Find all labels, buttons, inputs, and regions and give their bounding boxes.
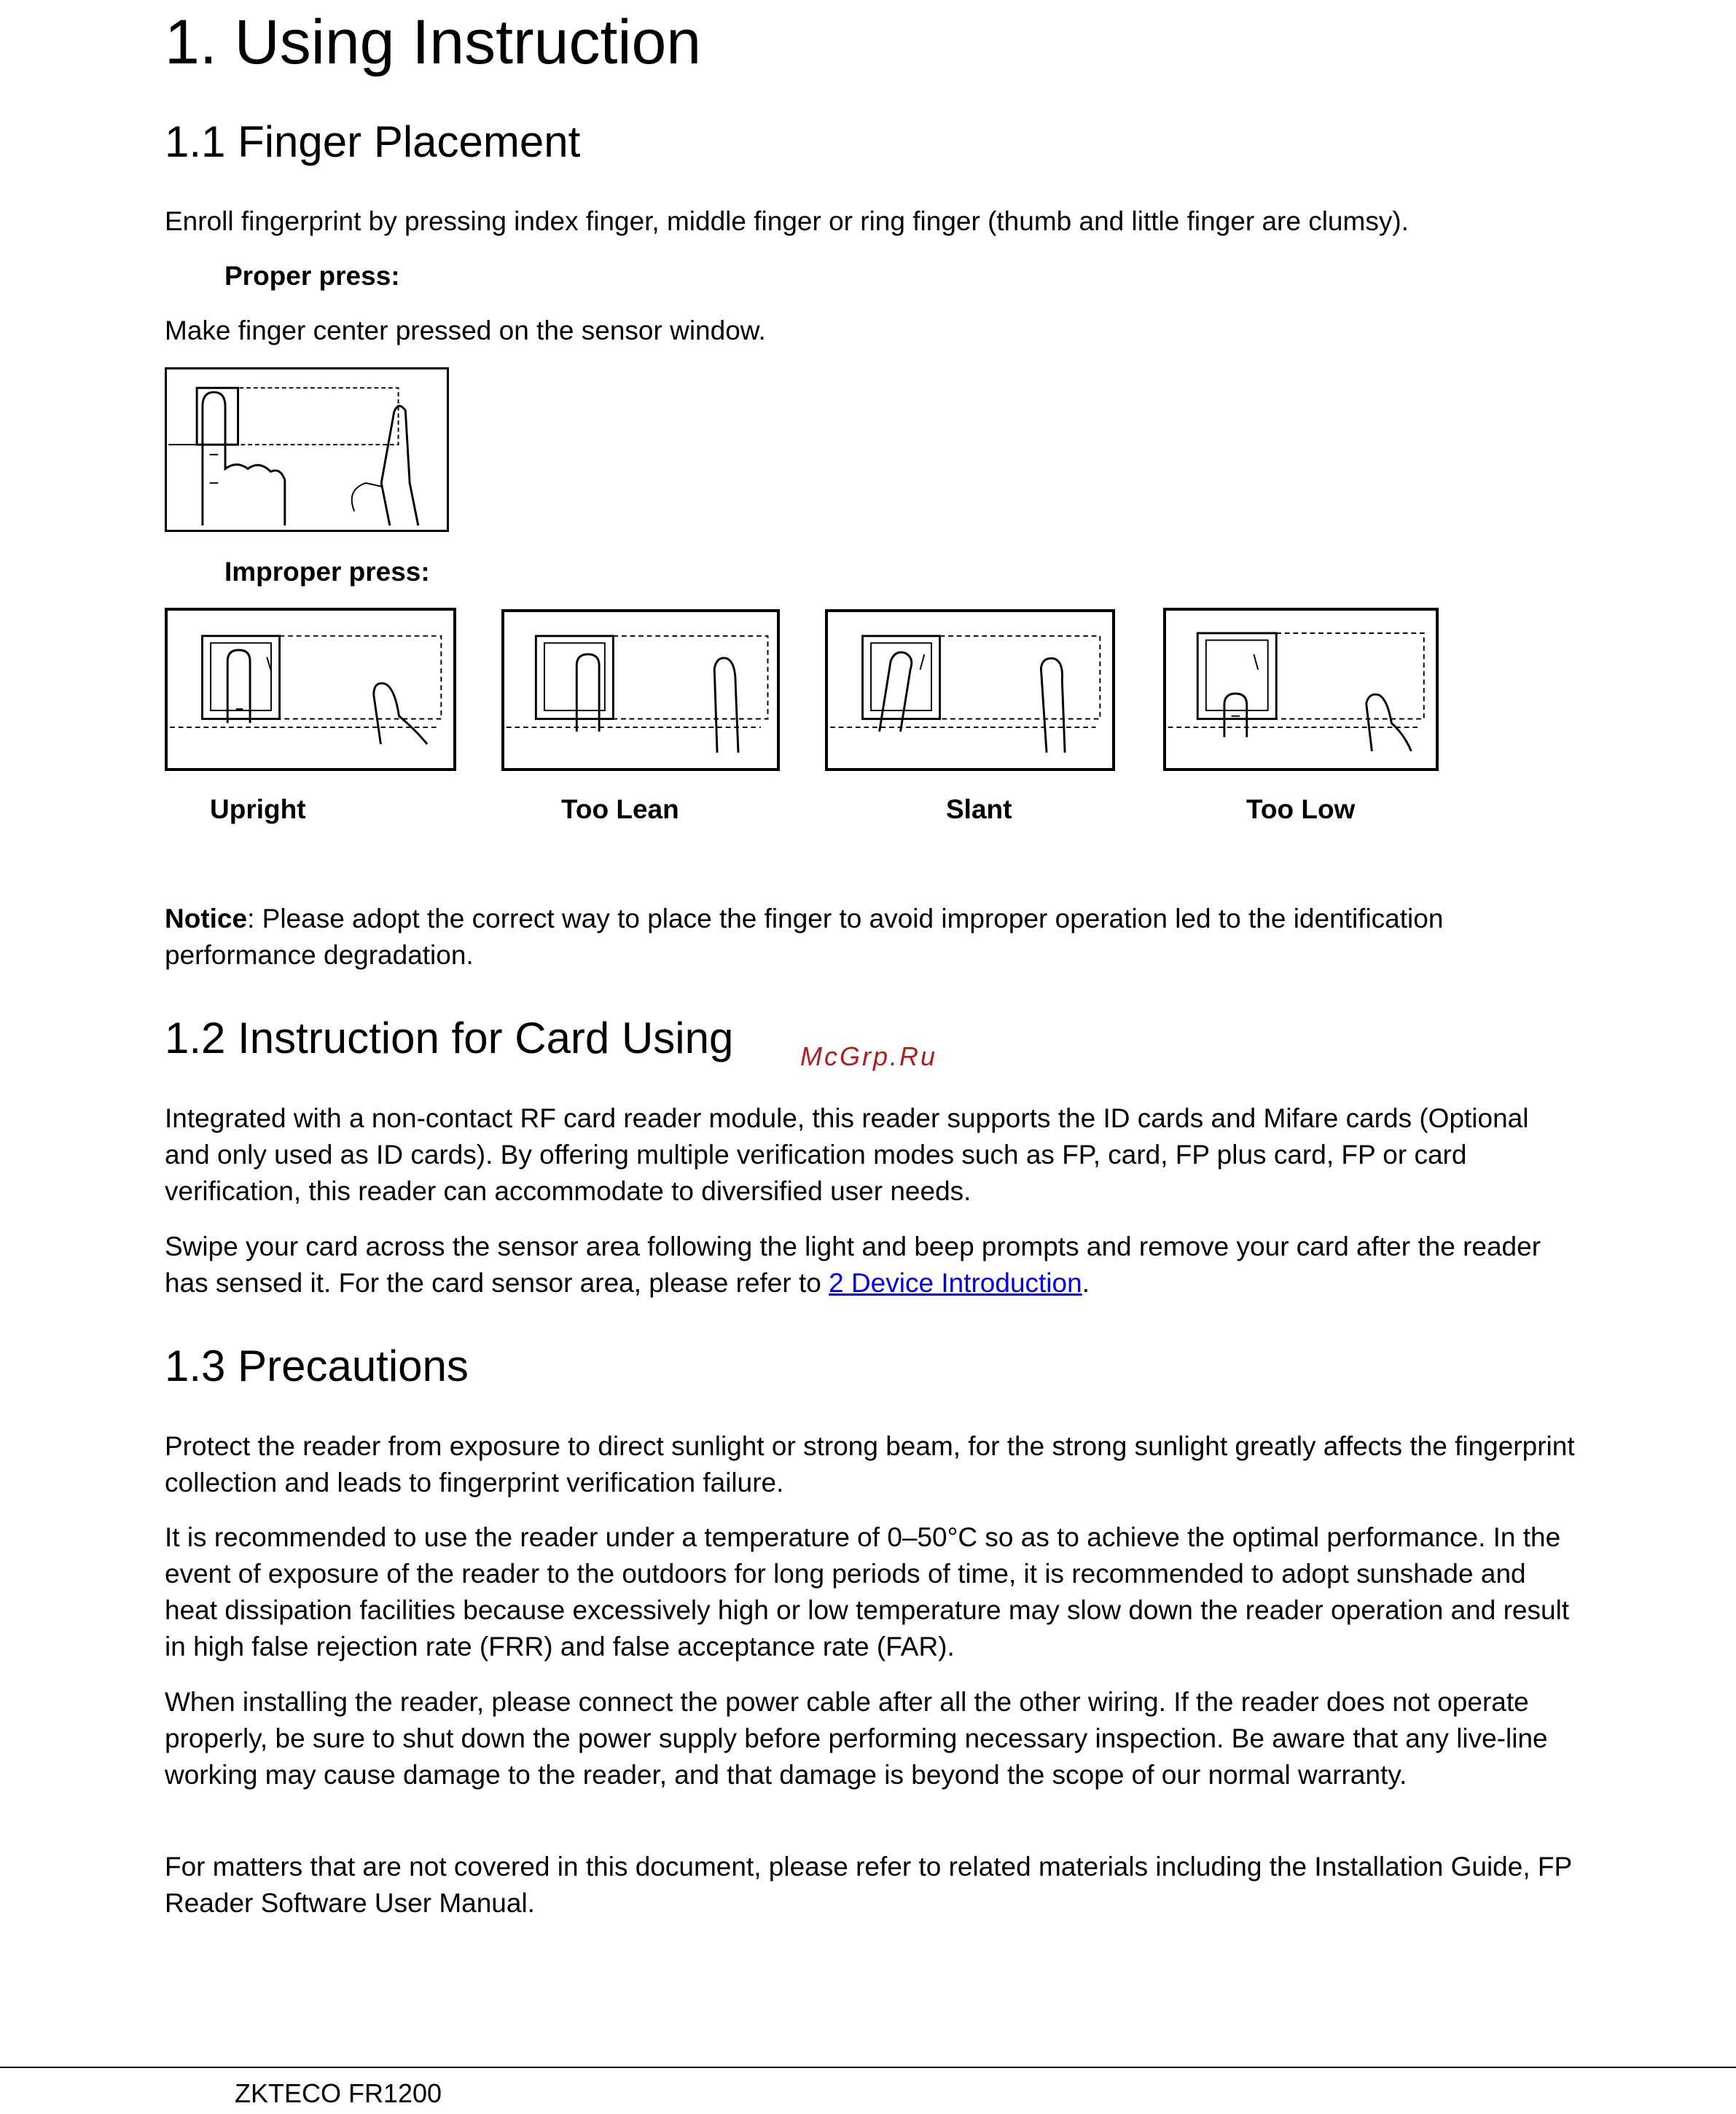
footer-divider	[0, 2067, 1736, 2068]
precautions-paragraph-2: It is recommended to use the reader under a temperature of 0–50°C so as to achieve the optimal performance. In the event of exposure of the reader to the outdoors for long periods of time, it is recommended to adopt sunshade and heat dissipation facilities because excessively high or low temperature may slow down the reader operation and result in high false rejection rate (FRR) and false acceptance rate (FAR).	[165, 1522, 1570, 1661]
caption-slant: Slant	[946, 794, 1012, 824]
section-heading-precautions: 1.3 Precautions	[165, 1342, 469, 1390]
improper-too-lean-illustration	[501, 609, 780, 771]
proper-press-illustration	[165, 367, 449, 532]
improper-slant-illustration	[825, 609, 1115, 771]
card-using-paragraph-2	[165, 1229, 1579, 1301]
improper-too-low-illustration	[1163, 608, 1439, 771]
notice-paragraph	[165, 901, 1579, 974]
footer-text: ZKTECO FR1200	[235, 2078, 442, 2108]
watermark: McGrp.Ru	[800, 1041, 938, 1071]
precautions-paragraph-1: Protect the reader from exposure to direct sunlight or strong beam, for the strong sunlight greatly affects the fingerprint collection and leads to fingerprint verification failure.	[165, 1431, 1575, 1498]
section-heading-finger-placement: 1.1 Finger Placement	[165, 117, 581, 166]
device-introduction-link[interactable]: 2 Device Introduction	[829, 1268, 1082, 1298]
too-low-finger-icon	[1166, 611, 1436, 768]
improper-press-label: Improper press:	[224, 557, 430, 587]
slant-finger-icon	[828, 612, 1112, 768]
notice-label: Notice	[165, 904, 248, 933]
precautions-paragraph-3: When installing the reader, please connect the power cable after all the other wiring. If the reader does not operate properly, be sure to shut down the power supply before performing necessary inspection. Be aware that any live-line working may cause damage to the reader, and that damage is beyond the scope of our normal warranty.	[165, 1687, 1548, 1790]
card-using-paragraph-2-text: Swipe your card across the sensor area following the light and beep prompts and remove your card after the reader has sensed it. For the card sensor area, please refer to	[165, 1232, 1541, 1298]
card-using-paragraph-1: Integrated with a non-contact RF card reader module, this reader supports the ID cards and Mifare cards (Optional and only used as ID cards). By offering multiple verification modes such as FP, card, FP plus card, FP or card verification, this reader can accommodate to diversified user needs.	[165, 1103, 1529, 1206]
proper-press-text: Make finger center pressed on the sensor window.	[165, 316, 766, 345]
notice-text: : Please adopt the correct way to place the finger to avoid improper operation led to the identification performance degradation.	[165, 904, 1444, 970]
finger-placement-intro: Enroll fingerprint by pressing index finger, middle finger or ring finger (thumb and little finger are clumsy).	[165, 206, 1409, 236]
caption-upright: Upright	[210, 794, 306, 824]
section-heading-card-using: 1.2 Instruction for Card Using	[165, 1014, 734, 1062]
caption-too-low: Too Low	[1246, 794, 1356, 824]
upright-finger-icon	[168, 611, 453, 768]
improper-upright-illustration	[165, 608, 456, 771]
card-using-paragraph-2-end: .	[1082, 1268, 1090, 1298]
finger-on-sensor-icon	[167, 369, 447, 530]
too-lean-finger-icon	[504, 612, 777, 768]
caption-too-lean: Too Lean	[561, 794, 679, 824]
proper-press-label: Proper press:	[224, 261, 400, 291]
page-title: 1. Using Instruction	[165, 7, 702, 77]
precautions-paragraph-4: For matters that are not covered in this document, please refer to related materials including the Installation Guide, FP Reader Software User Manual.	[165, 1852, 1572, 1918]
